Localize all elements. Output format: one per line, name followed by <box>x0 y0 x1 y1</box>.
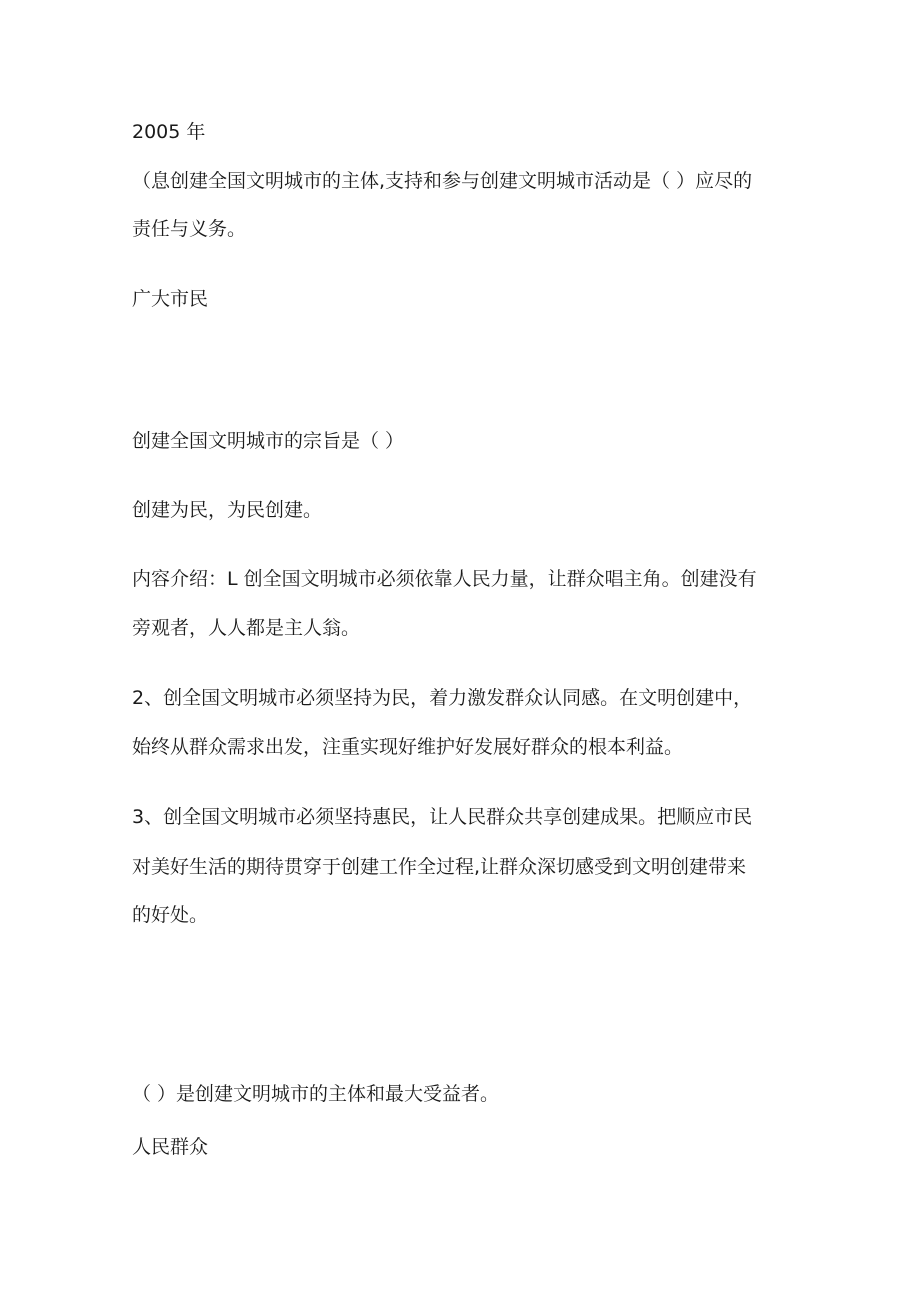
answer-3: 人民群众 <box>132 1136 209 1158</box>
year-heading: 2005 年 <box>132 121 206 143</box>
point-2-line-2: 始终从群众需求出发，注重实现好维护好发展好群众的根本利益。 <box>132 736 684 758</box>
point-3-line-2: 对美好生活的期待贯穿于创建工作全过程,让群众深切感受到文明创建带来 <box>132 856 747 878</box>
question-1-line-2: 责任与义务。 <box>132 218 247 240</box>
intro-line-1: 内容介绍：L 创全国文明城市必须依靠人民力量，让群众唱主角。创建没有 <box>132 568 757 590</box>
point-3-line-3: 的好处。 <box>132 904 209 926</box>
intro-line-2: 旁观者，人人都是主人翁。 <box>132 617 361 639</box>
point-3-line-1: 3、创全国文明城市必须坚持惠民，让人民群众共享创建成果。把顺应市民 <box>132 806 753 828</box>
question-3: （ ）是创建文明城市的主体和最大受益者。 <box>132 1083 500 1105</box>
answer-2: 创建为民，为民创建。 <box>132 499 323 521</box>
question-1-line-1: （息创建全国文明城市的主体,支持和参与创建文明城市活动是（ ）应尽的 <box>132 170 753 192</box>
question-2: 创建全国文明城市的宗旨是（ ） <box>132 430 405 452</box>
answer-1: 广大市民 <box>132 288 209 310</box>
point-2-line-1: 2、创全国文明城市必须坚持为民，着力激发群众认同感。在文明创建中， <box>132 687 753 709</box>
